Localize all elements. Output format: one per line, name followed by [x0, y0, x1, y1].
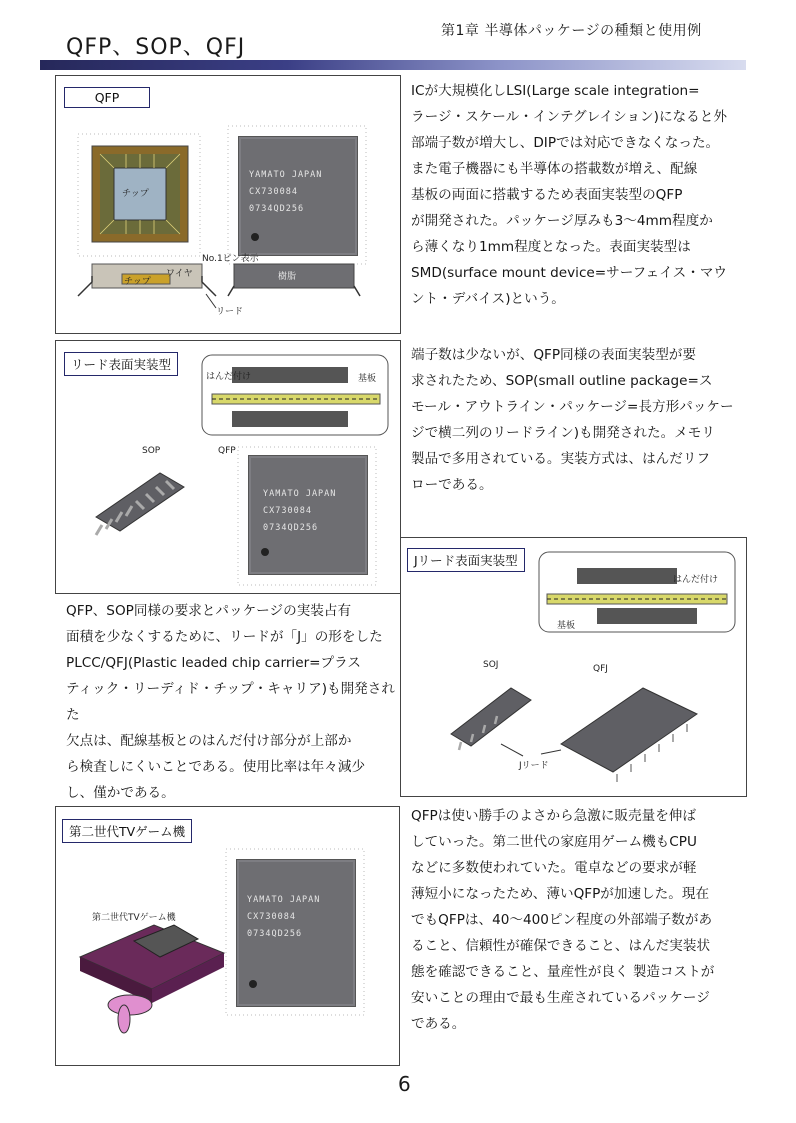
jlead-label: Jリード表面実装型: [407, 548, 525, 572]
qfj-label: QFJ: [593, 664, 608, 674]
chip-marking-line2: CX730084: [249, 187, 298, 197]
pin1-dot: [249, 980, 257, 988]
chip-marking-line3: 0734QD256: [263, 523, 319, 533]
chip-marking: [249, 167, 322, 218]
game-caption: 第二世代TVゲーム機: [92, 913, 176, 923]
pin1-dot: [261, 548, 269, 556]
jsolder-label: はんだ付け: [673, 575, 719, 585]
soj-label: SOJ: [483, 660, 499, 670]
pin1-dot: [251, 233, 259, 241]
wire-label: ワイヤ: [166, 269, 193, 279]
lead-label: リード: [216, 307, 244, 317]
page-title: QFP、SOP、QFJ: [66, 35, 246, 60]
chip-marking-line2: CX730084: [263, 506, 312, 516]
chip-marking-line1: YAMATO JAPAN: [249, 170, 323, 180]
chapter-heading: 第1章 半導体パッケージの種類と使用例: [441, 23, 702, 39]
jlead-label-text: Jリード: [519, 761, 549, 771]
page-number: 6: [398, 1072, 411, 1096]
jlead-figure: [400, 537, 747, 797]
game-label: 第二世代TVゲーム機: [62, 819, 192, 843]
qfp-chip-2: [248, 455, 368, 575]
chip-marking: [247, 892, 320, 943]
lead-mount-label: リード表面実装型: [64, 352, 178, 376]
paragraph-2: 端子数は少ないが、QFP同様の表面実装型が要 求されたため、SOP(small outline package=ス モール・アウトライン・パッケージ=長方形パッケー ジで横二列のリードライン)も開発された。メモリ 製品で多用されている。実装方式は、はんだリフ ローである。: [411, 347, 734, 493]
chip-marking: [263, 486, 336, 537]
resin-label: 樹脂: [278, 272, 297, 282]
chip-section-label: チップ: [124, 277, 151, 287]
qfp-label: QFP: [64, 87, 150, 108]
game-figure: [55, 806, 400, 1066]
header-band: [40, 60, 746, 70]
lead-mount-figure: [55, 340, 401, 594]
chip-marking-line1: YAMATO JAPAN: [263, 489, 337, 499]
paragraph-4: QFPは使い勝手のよさから急激に販売量を伸ば していった。第二世代の家庭用ゲーム機もCPU などに多数使われていた。電卓などの要求が軽 薄短小になったため、薄いQFPが加速した。現在 でもQFPは、40～400ピン程度の外部端子数があ ること、信頼性が確保できること、はんだ実装状 態を確認できること、量産性が良く 製造コストが 安いことの理由で最も生産されているパッケージ である。: [411, 808, 715, 1032]
jboard-label: 基板: [557, 621, 576, 631]
chip-marking-line3: 0734QD256: [249, 204, 305, 214]
paragraph-3: QFP、SOP同様の要求とパッケージの実装占有 面積を少なくするために、リードが「J」の形をした PLCC/QFJ(Plastic leaded chip carrier=プラス ティック・リーディド・チップ・キャリア)も開発された 欠点は、配線基板とのはんだ付け部分が上部か ら検査しにくいことである。使用比率は年々減少 し、僅かである。: [66, 603, 395, 801]
qfp-figure: [55, 75, 401, 334]
board-label: 基板: [358, 374, 377, 384]
qfp-label-2: QFP: [218, 446, 236, 456]
qfp-chip-3: [236, 859, 356, 1007]
pin1-label: No.1ピン表示: [202, 254, 259, 264]
paragraph-1: ICが大規模化しLSI(Large scale integration= ラージ・スケール・インテグレイション)になると外 部端子数が増大し、DIPでは対応できなくなった。 また電子機器にも半導体の搭載数が増え、配線 基板の両面に搭載するため表面実装型のQFP が開発された。パッケージ厚みも3～4mm程度か ら薄くなり1mm程度となった。表面実装型は SMD(surface mount device=サーフェイス・マウ ント・デバイス)という。: [411, 83, 728, 307]
chip-marking-line3: 0734QD256: [247, 929, 303, 939]
chip-marking-line2: CX730084: [247, 912, 296, 922]
qfp-chip: [238, 136, 358, 256]
sop-label: SOP: [142, 446, 161, 456]
chip-marking-line1: YAMATO JAPAN: [247, 895, 321, 905]
chip-label: チップ: [122, 189, 149, 199]
solder-label: はんだ付け: [206, 372, 252, 382]
